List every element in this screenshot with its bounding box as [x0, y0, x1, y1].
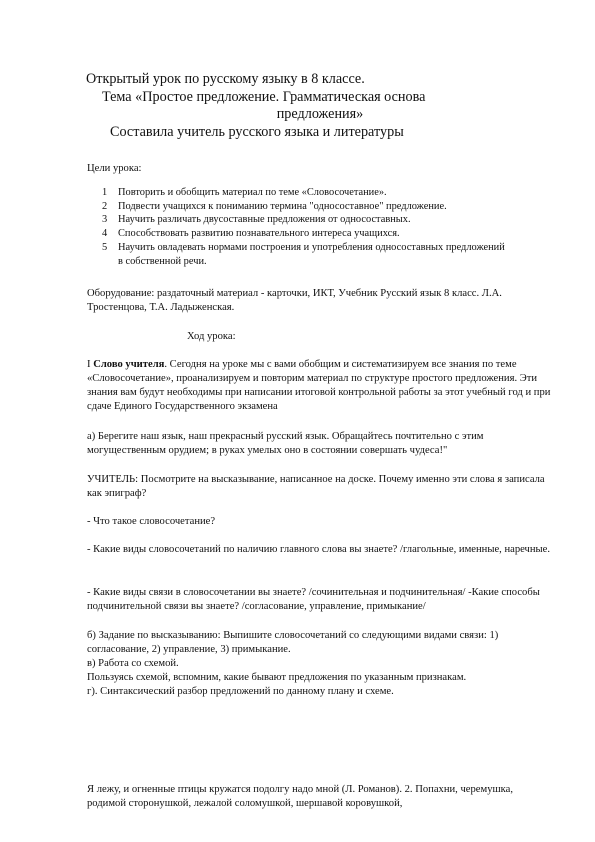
footer-excerpt: Я лежу, и огненные птицы кружатся подолгу надо мной (Л. Романов). 2. Попахни, черемушка, родимой сторонушкой, лежалой соломушкой, шершавой коровушкой,: [87, 784, 513, 809]
epigraph-paragraph: а) Берегите наш язык, наш прекрасный русский язык. Обращайтесь почтительно с этим могущественным орудием; в руках умелых оно в состоянии совершать чудеса!": [87, 431, 484, 456]
goal-number: 1: [102, 187, 108, 198]
goal-item: [87, 200, 507, 214]
section-text: . Сегодня на уроке мы с вами обобщим и систематизируем все знания по теме «Словосочетание», проанализируем и повторим материал по структуре простого предложения. Эти знания вам будут необходимы при написании итоговой контрольной работы за этот учебный год и при сдаче Единого Государственного экзамена: [87, 359, 551, 412]
goal-text: Повторить и обобщить материал по теме «Словосочетание».: [118, 187, 387, 198]
task-v: в) Работа со схемой.: [87, 658, 179, 669]
goal-item: [87, 213, 507, 227]
teacher-word-paragraph: [87, 358, 552, 414]
tasks-block: [87, 629, 552, 699]
author-line: Составила учитель русского языка и литературы: [110, 123, 404, 140]
goal-item: [87, 227, 507, 241]
goal-number: 5: [102, 241, 108, 253]
section-number: I: [87, 359, 94, 370]
lesson-topic: Тема «Простое предложение. Грамматическая основа: [102, 88, 426, 105]
teacher-question-paragraph: УЧИТЕЛЬ: Посмотрите на высказывание, написанное на доске. Почему именно эти слова я записала как эпиграф?: [87, 474, 545, 499]
goals-list: [87, 186, 507, 268]
goal-number: 4: [102, 228, 108, 240]
lesson-plan-heading: Ход урока:: [187, 331, 236, 342]
question-phrase-types: - Какие виды словосочетаний по наличию главного слова вы знаете? /глагольные, именные, наречные.: [87, 544, 551, 555]
goal-item: [87, 241, 507, 268]
goal-text: Научить овладевать нормами построения и употребления односоставных предложений в собственной речи.: [118, 241, 505, 267]
task-b: б) Задание по высказыванию: Выпишите словосочетаний со следующими видами связи: 1) согласование, 2) управление, 3) примыкание.: [87, 630, 499, 655]
lesson-topic-continued: предложения»: [276, 106, 364, 122]
task-v-detail: Пользуясь схемой, вспомним, какие бывают предложения по указанным признакам.: [87, 672, 467, 683]
goal-text: Подвести учащихся к пониманию термина "односоставное" предложение.: [118, 200, 447, 212]
section-heading: Слово учителя: [93, 359, 165, 370]
question-phrase: - Что такое словосочетание?: [87, 516, 216, 527]
question-connection-types: - Какие виды связи в словосочетании вы знаете? /сочинительная и подчинительная/ -Какие способы подчинительной связи вы знаете? /согласование, управление, примыкание/: [87, 587, 540, 612]
equipment-paragraph: Оборудование: раздаточный материал - карточки, ИКТ, Учебник Русский язык 8 класс. Л.А. Тростенцова, Т.А. Ладыженская.: [87, 288, 502, 313]
task-g: г). Синтаксический разбор предложений по данному плану и схеме.: [87, 686, 394, 697]
goal-text: Научить различать двусоставные предложения от односоставных.: [118, 214, 411, 226]
goal-number: 2: [102, 200, 108, 212]
goal-text: Способствовать развитию познавательного интереса учащихся.: [118, 228, 400, 240]
title-block: [60, 71, 535, 141]
goal-number: 3: [102, 214, 108, 226]
goals-label: Цели урока:: [87, 163, 142, 174]
lesson-title: Открытый урок по русскому языку в 8 классе.: [86, 71, 365, 87]
goal-item: [87, 186, 507, 200]
